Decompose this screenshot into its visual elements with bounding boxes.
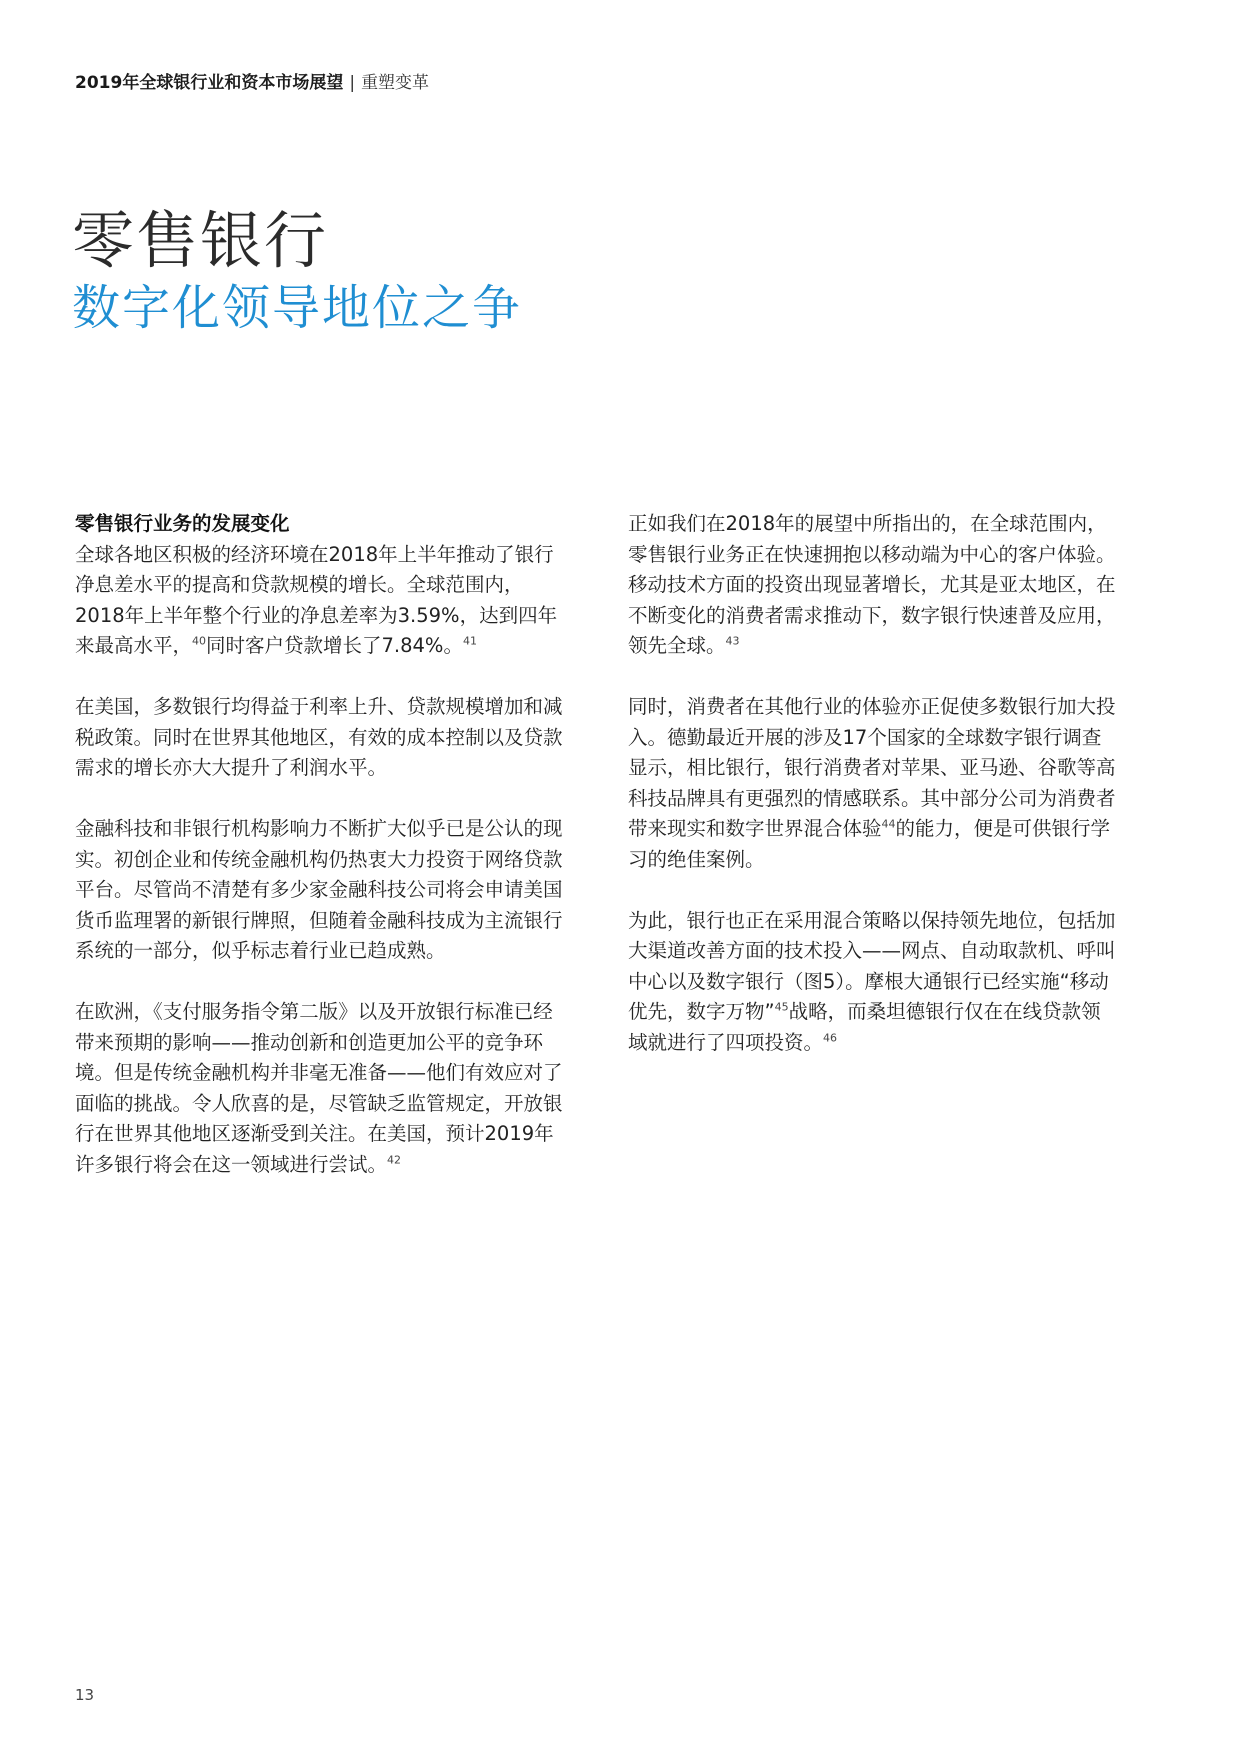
running-header — [75, 72, 429, 94]
paragraph-7-text-b: 战略，而桑坦德银行仅在在线贷款领域就进行了四项投资。 — [628, 1000, 1101, 1054]
paragraph-5 — [628, 509, 1118, 662]
paragraph-7-text-a: 为此，银行也正在采用混合策略以保持领先地位，包括加大渠道改善方面的技术投入——网点、自动取款机、呼叫中心以及数字银行（图5）。摩根大通银行已经实施“移动优先，数字万物” — [628, 908, 1116, 1023]
left-column — [75, 509, 565, 1211]
paragraph-7 — [628, 906, 1118, 1059]
paragraph-6 — [628, 692, 1118, 875]
footnote-ref-46: 46 — [823, 1031, 838, 1044]
paragraph-3: 金融科技和非银行机构影响力不断扩大似乎已是公认的现实。初创企业和传统金融机构仍热衷大力投资于网络贷款平台。尽管尚不清楚有多少家金融科技公司将会申请美国货币监理署的新银行牌照，但随着金融科技成为主流银行系统的一部分，似乎标志着行业已趋成熟。 — [75, 817, 563, 962]
paragraph-5-text: 正如我们在2018年的展望中所指出的，在全球范围内，零售银行业务正在快速拥抱以移动端为中心的客户体验。移动技术方面的投资出现显著增长，尤其是亚太地区，在不断变化的消费者需求推动下，数字银行快速普及应用，领先全球。 — [628, 512, 1116, 657]
paragraph-6-text-b: 的能力，便是可供银行学习的绝佳案例。 — [628, 817, 1111, 871]
paragraph-2: 在美国，多数银行均得益于利率上升、贷款规模增加和减税政策。同时在世界其他地区，有效的成本控制以及贷款需求的增长亦大大提升了利润水平。 — [75, 695, 563, 779]
page-subtitle: 数字化领导地位之争 — [72, 280, 523, 336]
paragraph-4-text: 在欧洲，《支付服务指令第二版》以及开放银行标准已经带来预期的影响——推动创新和创造更加公平的竞争环境。但是传统金融机构并非毫无准备——他们有效应对了面临的挑战。令人欣喜的是，尽管缺乏监管规定，开放银行在世界其他地区逐渐受到关注。在美国，预计2019年许多银行将会在这一领域进行尝试。 — [75, 1000, 563, 1176]
footnote-ref-45: 45 — [774, 1000, 789, 1014]
page-number: 13 — [75, 1686, 95, 1704]
publication-title: 2019年全球银行业和资本市场展望 — [75, 73, 344, 93]
paragraph-6-text-a: 同时，消费者在其他行业的体验亦正促使多数银行加大投入。德勤最近开展的涉及17个国家的全球数字银行调查显示，相比银行，银行消费者对苹果、亚马逊、谷歌等高科技品牌具有更强烈的情感联系。其中部分公司为消费者带来现实和数字世界混合体验 — [628, 695, 1116, 840]
paragraph-1 — [75, 540, 565, 662]
right-column — [628, 509, 1118, 1089]
footnote-ref-41: 41 — [462, 634, 477, 648]
page-title: 零售银行 — [72, 204, 329, 277]
paragraph-1-text-b: 同时客户贷款增长了7.84%。 — [206, 634, 463, 657]
paragraph-1-text-a: 全球各地区积极的经济环境在2018年上半年推动了银行净息差水平的提高和贷款规模的增长。全球范围内，2018年上半年整个行业的净息差率为3.59%，达到四年来最高水平， — [75, 542, 558, 657]
footnote-ref-42: 42 — [387, 1153, 402, 1166]
header-separator: | — [349, 73, 356, 93]
footnote-ref-43: 43 — [725, 634, 740, 648]
footnote-ref-44: 44 — [881, 817, 896, 831]
section-heading: 零售银行业务的发展变化 — [75, 512, 290, 535]
paragraph-4 — [75, 997, 565, 1180]
header-section: 重塑变革 — [361, 73, 430, 93]
footnote-ref-40: 40 — [192, 634, 207, 648]
